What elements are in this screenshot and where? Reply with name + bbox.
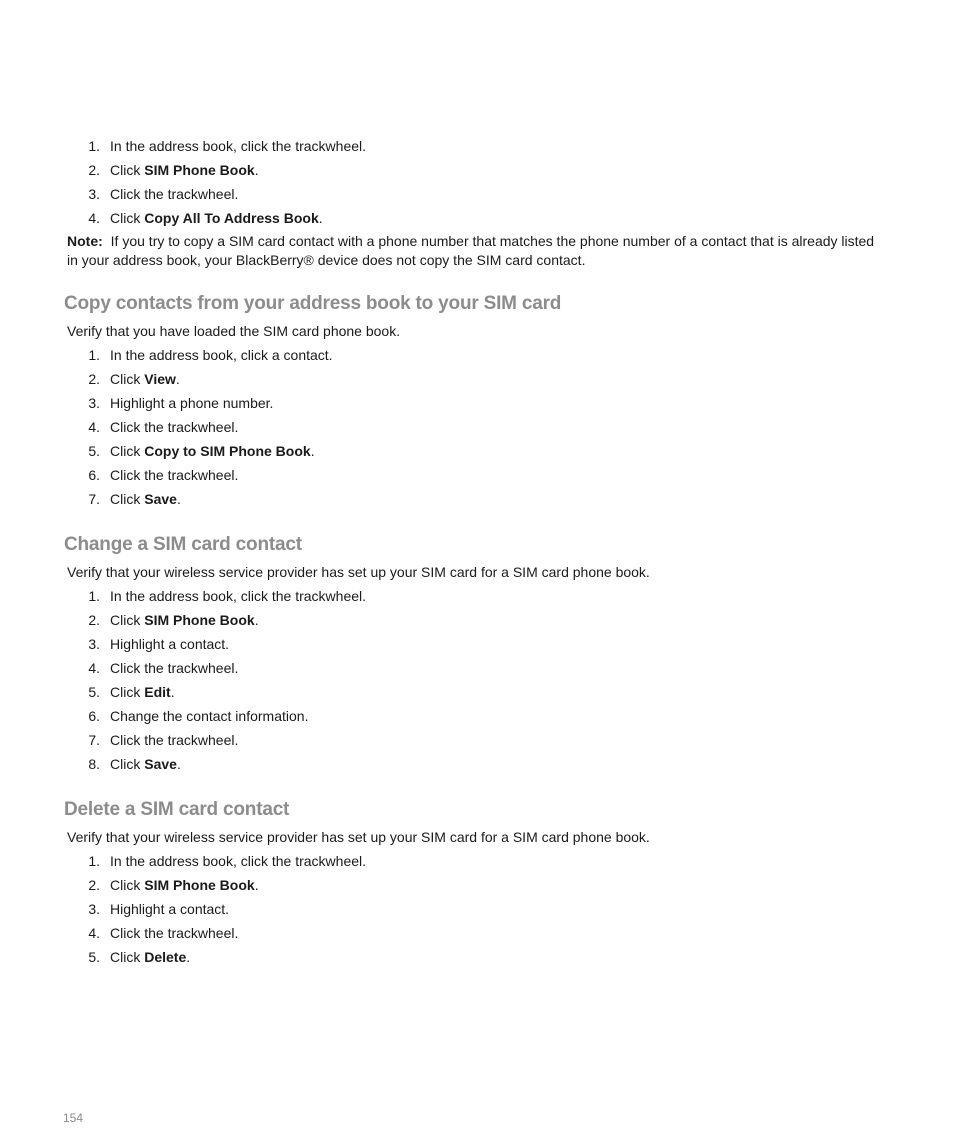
section-steps-block [0, 343, 954, 511]
page-number: 154 [63, 1111, 84, 1125]
step-number: 6. [88, 708, 100, 724]
step-text: Highlight a contact. [110, 901, 230, 917]
list-item [0, 584, 954, 608]
list-item [0, 752, 954, 776]
step-number: 7. [88, 732, 100, 748]
step-text: Click View. [110, 371, 180, 387]
step-text: Click the trackwheel. [110, 419, 239, 435]
section-prerequisite: Verify that your wireless service provider has set up your SIM card for a SIM card phone book. [67, 829, 650, 845]
section-steps-list [0, 849, 954, 969]
list-item [0, 415, 954, 439]
intro-steps-list [0, 134, 954, 230]
step-number: 4. [88, 660, 100, 676]
step-text: In the address book, click the trackwheel. [110, 853, 367, 869]
list-item [0, 391, 954, 415]
list-item [0, 182, 954, 206]
list-item [0, 608, 954, 632]
section-steps-list [0, 584, 954, 776]
list-item [0, 158, 954, 182]
list-item [0, 945, 954, 969]
step-text: Click SIM Phone Book. [110, 612, 259, 628]
list-item [0, 873, 954, 897]
step-number: 3. [88, 186, 100, 202]
section-prerequisite: Verify that you have loaded the SIM card phone book. [67, 323, 401, 339]
section-heading-change-contact: Change a SIM card contact [64, 534, 302, 555]
step-text: Click Copy to SIM Phone Book. [110, 443, 315, 459]
list-item [0, 849, 954, 873]
step-text: Click SIM Phone Book. [110, 162, 259, 178]
list-item [0, 656, 954, 680]
intro-steps-block [0, 134, 954, 230]
step-text: Click Copy All To Address Book. [110, 210, 323, 226]
step-number: 2. [88, 162, 100, 178]
step-number: 4. [88, 925, 100, 941]
step-number: 4. [88, 419, 100, 435]
section-steps-list [0, 343, 954, 511]
step-text: In the address book, click a contact. [110, 347, 333, 363]
step-number: 7. [88, 491, 100, 507]
step-text: Click Edit. [110, 684, 175, 700]
step-number: 4. [88, 210, 100, 226]
step-number: 3. [88, 395, 100, 411]
list-item [0, 463, 954, 487]
list-item [0, 921, 954, 945]
step-text: Click Save. [110, 491, 181, 507]
step-number: 2. [88, 612, 100, 628]
list-item [0, 206, 954, 230]
step-text: Click SIM Phone Book. [110, 877, 259, 893]
step-number: 1. [88, 853, 100, 869]
section-heading-delete-contact: Delete a SIM card contact [64, 799, 290, 820]
step-number: 5. [88, 949, 100, 965]
section-steps-block [0, 849, 954, 969]
step-text: Click the trackwheel. [110, 660, 239, 676]
step-number: 2. [88, 371, 100, 387]
step-text: Click the trackwheel. [110, 732, 239, 748]
section-steps-block [0, 584, 954, 776]
step-text: Click the trackwheel. [110, 467, 239, 483]
step-text: Click the trackwheel. [110, 925, 239, 941]
step-text: Change the contact information. [110, 708, 309, 724]
list-item [0, 134, 954, 158]
step-text: In the address book, click the trackwheel. [110, 588, 367, 604]
step-number: 1. [88, 138, 100, 154]
step-text: Click the trackwheel. [110, 186, 239, 202]
step-number: 5. [88, 684, 100, 700]
step-text: Click Delete. [110, 949, 191, 965]
list-item [0, 367, 954, 391]
step-number: 1. [88, 347, 100, 363]
step-number: 1. [88, 588, 100, 604]
step-number: 3. [88, 901, 100, 917]
list-item [0, 680, 954, 704]
step-number: 5. [88, 443, 100, 459]
list-item [0, 897, 954, 921]
step-text: Highlight a contact. [110, 636, 230, 652]
list-item [0, 704, 954, 728]
list-item [0, 728, 954, 752]
list-item [0, 343, 954, 367]
section-prerequisite: Verify that your wireless service provider has set up your SIM card for a SIM card phone book. [67, 564, 650, 580]
step-number: 3. [88, 636, 100, 652]
list-item [0, 632, 954, 656]
step-text: Highlight a phone number. [110, 395, 274, 411]
list-item [0, 487, 954, 511]
list-item [0, 439, 954, 463]
note-paragraph [67, 232, 887, 270]
note-text: If you try to copy a SIM card contact with a phone number that matches the phone number of a contact that is already listed in your address book, your BlackBerry® device does not copy the SIM card contact. [67, 233, 875, 268]
step-text: Click Save. [110, 756, 181, 772]
step-number: 8. [88, 756, 100, 772]
step-text: In the address book, click the trackwheel. [110, 138, 367, 154]
note-label: Note: [67, 233, 103, 249]
step-number: 6. [88, 467, 100, 483]
section-heading-copy-to-sim: Copy contacts from your address book to your SIM card [64, 293, 562, 314]
step-number: 2. [88, 877, 100, 893]
